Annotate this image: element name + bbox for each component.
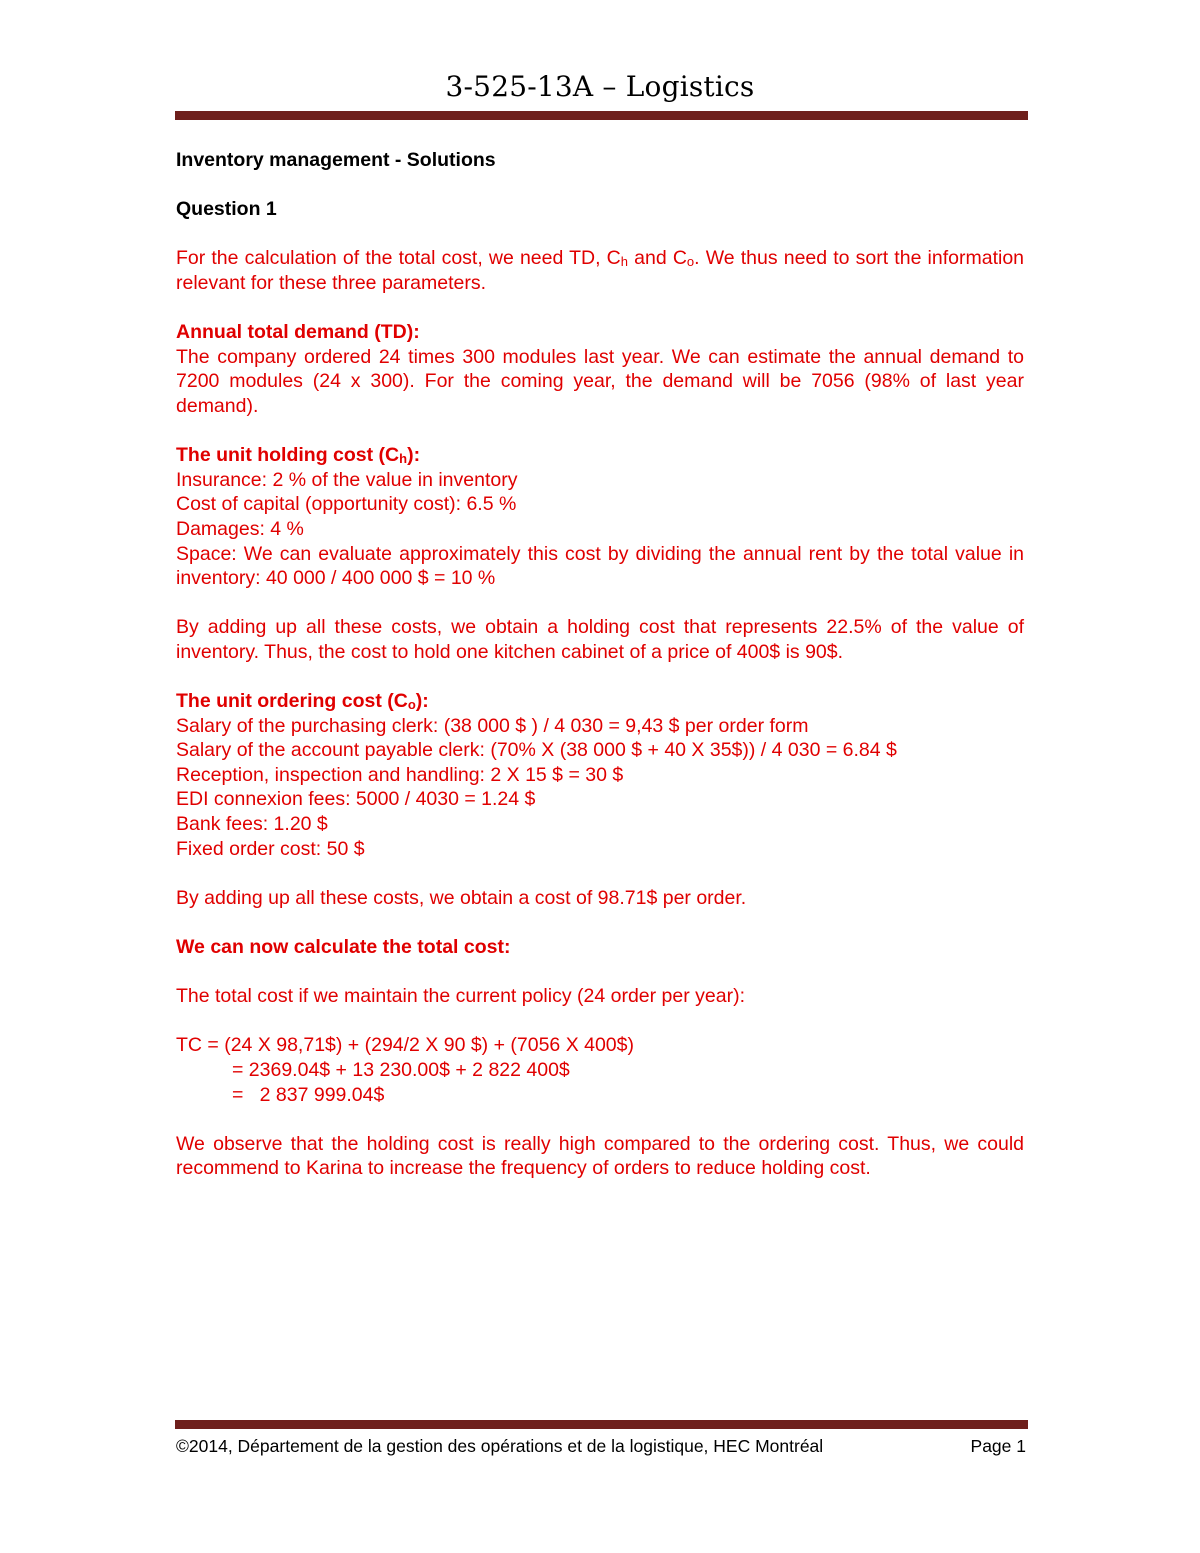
holding-cost-line: Insurance: 2 % of the value in inventory xyxy=(176,468,518,491)
document-heading: Inventory management - Solutions xyxy=(176,149,496,171)
page-footer xyxy=(176,1436,1026,1457)
ordering-cost-summary: By adding up all these costs, we obtain a cost of 98.71$ per order. xyxy=(176,886,747,909)
footer-copyright: ©2014, Département de la gestion des opérations et de la logistique, HEC Montréal xyxy=(176,1436,824,1456)
ordering-cost-heading: The unit ordering cost $(C_o)$: xyxy=(176,690,429,713)
holding-cost-line: Damages: 4 % xyxy=(176,517,304,540)
page-number: Page 1 xyxy=(970,1436,1026,1456)
annual-demand-text: The company ordered 24 times 300 modules last year. We can estimate the annual demand to 7200 modules (24 x 300). For the coming year, the demand will be 7056 (98% of last year demand). xyxy=(176,345,1024,417)
holding-cost-summary: By adding up all these costs, we obtain a holding cost that represents 22.5% of the value of inventory. Thus, the cost to hold one kitchen cabinet of a price of 400$ is 90$. xyxy=(176,616,1024,663)
formula-line: = 2 837 999.04$ xyxy=(232,1083,385,1106)
total-cost-heading: We can now calculate the total cost: xyxy=(176,936,511,958)
holding-cost-line: Cost of capital (opportunity cost): 6.5 % xyxy=(176,493,517,516)
header-rule xyxy=(175,111,1028,120)
question-heading: Question 1 xyxy=(176,198,277,221)
course-title: 3-525-13A – Logistics xyxy=(445,70,755,103)
formula-line: = 2369.04$ + 13 230.00$ + 2 822 400$ xyxy=(232,1058,570,1081)
ordering-cost-line: Salary of the account payable clerk: (70% X (38 000 $ + 40 X 35$)) / 4 030 = 6.84 $ xyxy=(176,739,897,762)
holding-cost-space: Space: We can evaluate approximately this cost by dividing the annual rent by the total value in inventory: 40 000 / 400 000 $ = 10 % xyxy=(176,542,1024,590)
ordering-cost-line: Bank fees: 1.20 $ xyxy=(176,813,328,836)
formula-line: TC = (24 X 98,71$) + (294/2 X 90 $) + (7056 X 400$) xyxy=(176,1034,634,1057)
annual-demand-heading: Annual total demand (TD): xyxy=(176,321,420,344)
ordering-cost-line: EDI connexion fees: 5000 / 4030 = 1.24 $ xyxy=(176,788,536,811)
holding-cost-heading: The unit holding cost $(C_h)$: xyxy=(176,444,421,467)
ordering-cost-line: Fixed order cost: 50 $ xyxy=(176,837,365,860)
intro-paragraph: For the calculation of the total cost, we need TD, $C_h$ and $C_o$. We thus need to sort the information relevant for these three parameters. xyxy=(176,247,1025,294)
document-body xyxy=(176,148,1024,1181)
conclusion-paragraph: We observe that the holding cost is really high compared to the ordering cost. Thus, we could recommend to Karina to increase the frequency of orders to reduce holding cost. xyxy=(176,1132,1024,1180)
current-policy-text: The total cost if we maintain the current policy (24 order per year): xyxy=(176,985,746,1008)
ordering-cost-line: Reception, inspection and handling: 2 X 15 $ = 30 $ xyxy=(176,763,624,786)
footer-rule xyxy=(175,1420,1028,1429)
ordering-cost-line: Salary of the purchasing clerk: (38 000 $ ) / 4 030 = 9,43 $ per order form xyxy=(176,714,809,737)
